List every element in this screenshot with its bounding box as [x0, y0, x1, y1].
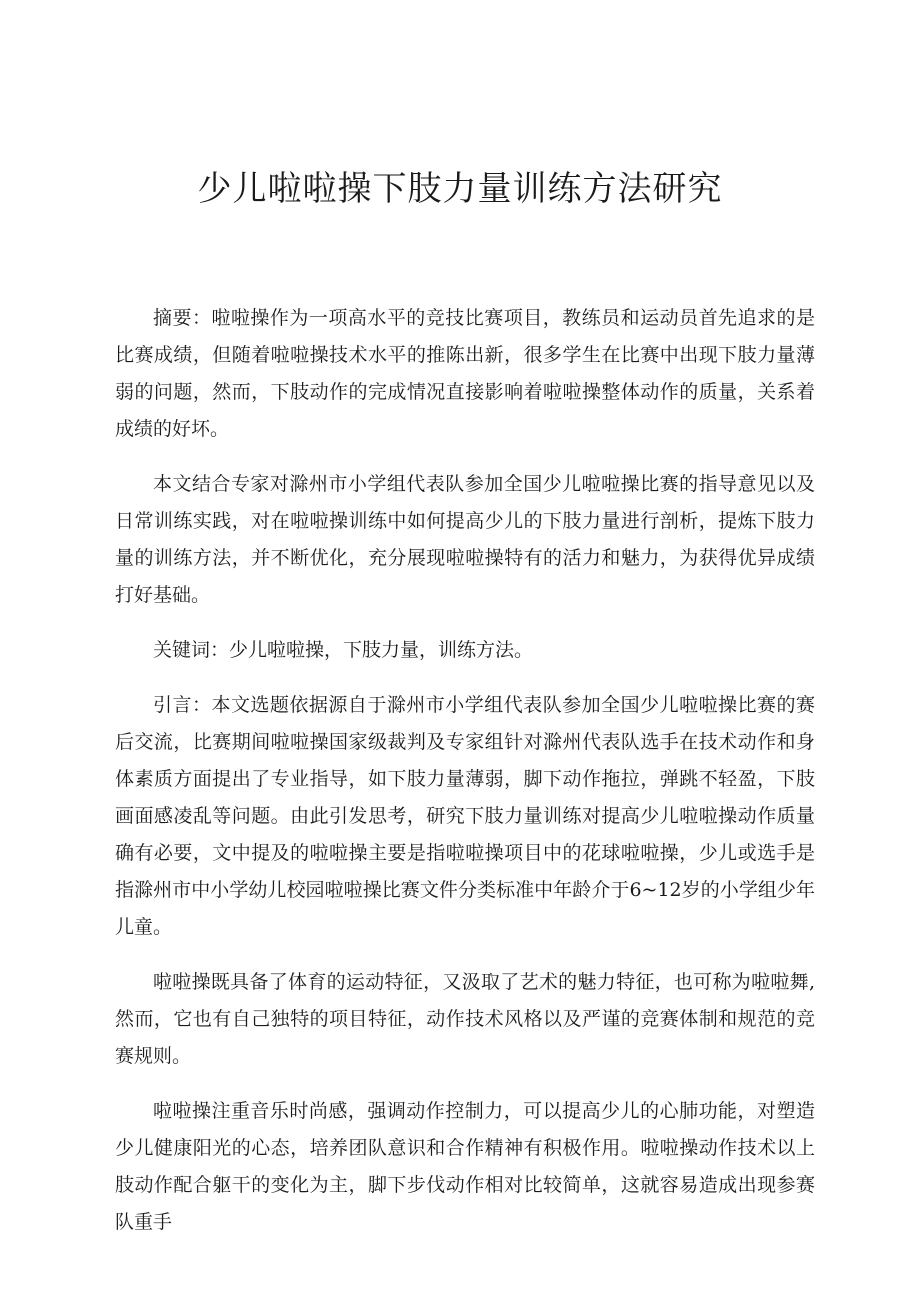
introduction-paragraph: 引言：本文选题依据源自于滁州市小学组代表队参加全国少儿啦啦操比赛的赛后交流，比赛期间啦啦操国家级裁判及专家组针对滁州代表队选手在技术动作和身体素质方面提出了专业指导，如下肢力量薄弱，脚下动作拖拉，弹跳不轻盈，下肢画面感凌乱等问题。由此引发思考，研究下肢力量训练对提高少儿啦啦操动作质量确有必要，文中提及的啦啦操主要是指啦啦操项目中的花球啦啦操，少儿或选手是指滁州市中小学幼儿校园啦啦操比赛文件分类标准中年龄介于6~12岁的小学组少年儿童。	[115, 694, 815, 938]
body-paragraph: 啦啦操既具备了体育的运动特征，又汲取了艺术的魅力特征，也可称为啦啦舞,然而，它也有自己独特的项目特征，动作技术风格以及严谨的竞赛体制和规范的竞赛规则。	[115, 971, 815, 1067]
document-body	[115, 300, 815, 1259]
document-title: 少儿啦啦操下肢力量训练方法研究	[197, 169, 723, 209]
abstract-paragraph: 摘要：啦啦操作为一项高水平的竞技比赛项目，教练员和运动员首先追求的是比赛成绩，但随着啦啦操技术水平的推陈出新，很多学生在比赛中出现下肢力量薄弱的问题，然而，下肢动作的完成情况直接影响着啦啦操整体动作的质量，关系着成绩的好坏。	[115, 307, 815, 440]
keywords-paragraph: 关键词：少儿啦啦操，下肢力量，训练方法。	[153, 639, 534, 661]
abstract-paragraph-2: 本文结合专家对滁州市小学组代表队参加全国少儿啦啦操比赛的指导意见以及日常训练实践，对在啦啦操训练中如何提高少儿的下肢力量进行剖析，提炼下肢力量的训练方法，并不断优化，充分展现啦啦操特有的活力和魅力，为获得优异成绩打好基础。	[115, 473, 815, 606]
body-paragraph: 啦啦操注重音乐时尚感，强调动作控制力，可以提高少儿的心肺功能，对塑造少儿健康阳光的心态，培养团队意识和合作精神有积极作用。啦啦操动作技术以上肢动作配合躯干的变化为主，脚下步伐动作相对比较简单，这就容易造成出现参赛队重手	[115, 1100, 815, 1233]
